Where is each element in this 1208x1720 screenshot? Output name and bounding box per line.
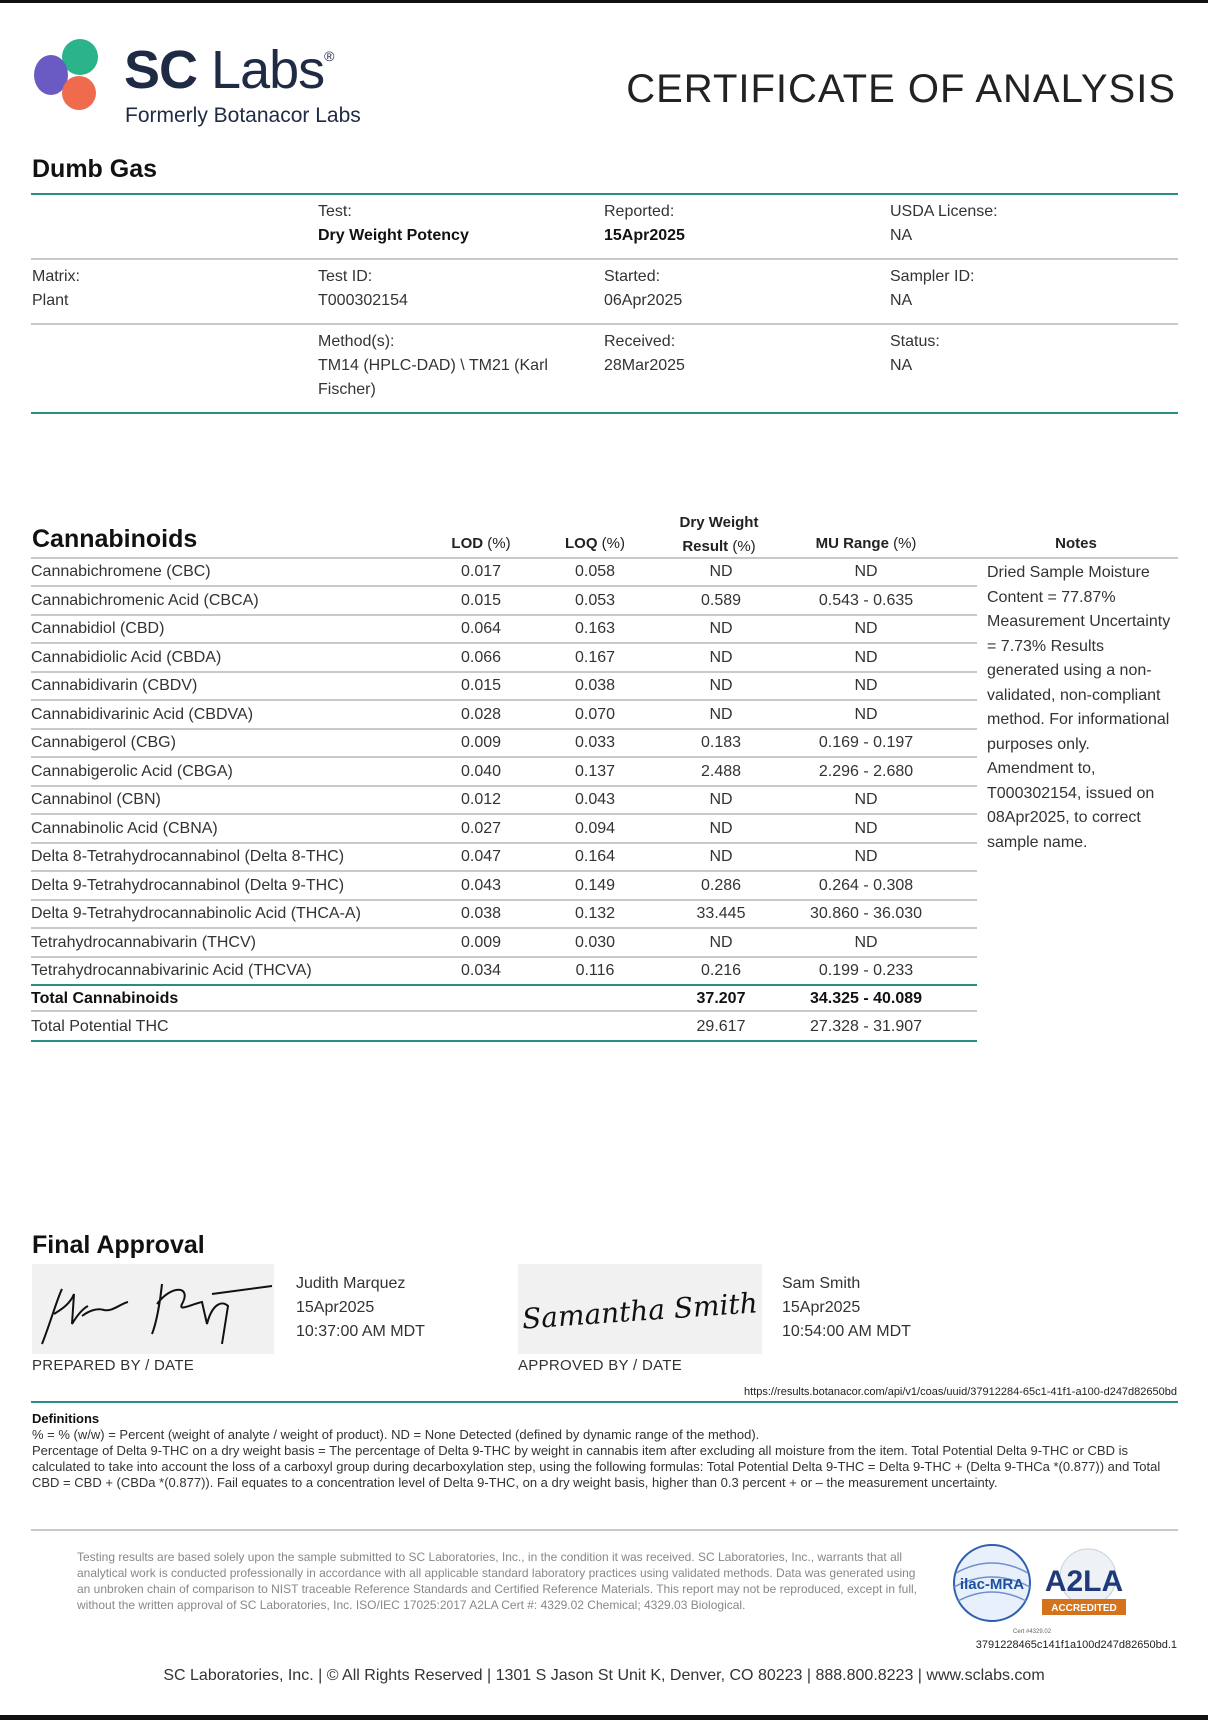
definitions-line: % = % (w/w) = Percent (weight of analyte / weight of product). ND = None Detected (defined by dynamic range of the method).	[32, 1427, 760, 1442]
row-mu: 34.325 - 40.089	[809, 990, 923, 1007]
final-approval-title: Final Approval	[32, 1231, 205, 1259]
row-name: Delta 8-Tetrahydrocannabinol (Delta 8-THC)	[31, 848, 345, 865]
approved-date: 15Apr2025	[782, 1299, 861, 1316]
divider	[31, 412, 1178, 414]
cannabinoid-row	[31, 873, 977, 901]
row-result: ND	[709, 620, 733, 637]
prepared-time: 10:37:00 AM MDT	[296, 1323, 425, 1340]
row-lod: 0.040	[460, 762, 502, 780]
row-lod: 0.012	[460, 791, 502, 808]
row-loq: 0.149	[574, 876, 616, 894]
info-status: Status: NA	[890, 333, 940, 374]
row-loq: 0.116	[575, 962, 615, 979]
svg-text:ACCREDITED: ACCREDITED	[1051, 1603, 1117, 1614]
document-title: CERTIFICATE OF ANALYSIS	[626, 67, 1176, 111]
divider	[31, 1401, 1178, 1403]
row-name: Cannabigerol (CBG)	[31, 734, 176, 751]
row-loq: 0.053	[574, 591, 616, 609]
cannabinoid-row	[31, 645, 977, 673]
prepared-signature	[32, 1264, 274, 1354]
row-lod: 0.038	[460, 905, 502, 922]
row-result: 0.286	[700, 876, 742, 894]
cannabinoid-row	[31, 702, 977, 730]
bottom-bar	[0, 1715, 1208, 1720]
info-matrix: Matrix: Plant	[32, 268, 80, 309]
approved-caption: APPROVED BY / DATE	[518, 1357, 683, 1374]
cannabinoid-row	[31, 559, 977, 587]
row-lod: 0.017	[460, 563, 502, 580]
row-name: Total Cannabinoids	[31, 990, 179, 1007]
header-loq: LOQ (%)	[565, 535, 625, 552]
total-cannabinoids-row	[31, 984, 977, 1012]
divider	[31, 258, 1178, 260]
info-test: Test: Dry Weight Potency	[318, 203, 469, 244]
row-mu: 30.860 - 36.030	[809, 905, 923, 922]
disclaimer-text: Testing results are based solely upon the sample submitted to SC Laboratories, Inc., in the condition it was received. SC Laboratories, Inc., warrants that all analytical work is conducted professionally in accordance with all applicable standard laboratory practices using validated methods. Data was generated using an unbroken chain of comparison to NIST traceable Reference Standards and Certified Reference Materials. This report may not be reproduced, except in full, without the written approval of SC Laboratories, Inc. ISO/IEC 17025:2017 A2LA Cert #: 4329.02 Chemical; 4329.03 Biological.	[77, 1550, 918, 1612]
row-mu: ND	[854, 620, 878, 637]
row-loq: 0.043	[574, 791, 616, 808]
row-lod: 0.064	[460, 620, 502, 637]
signature-icon	[32, 1264, 274, 1354]
row-lod: 0.015	[460, 677, 502, 694]
row-result: 2.488	[700, 762, 742, 780]
divider	[31, 1529, 1178, 1531]
row-name: Cannabinol (CBN)	[31, 791, 161, 808]
svg-text:A2LA: A2LA	[1044, 1565, 1124, 1598]
cannabinoid-row	[31, 673, 977, 701]
cannabinoid-row	[31, 901, 977, 929]
cannabinoid-row	[31, 844, 977, 872]
row-loq: 0.167	[574, 648, 616, 666]
row-loq: 0.132	[574, 905, 616, 922]
cannabinoid-row	[31, 759, 977, 787]
cannabinoid-row	[31, 616, 977, 644]
row-result: ND	[709, 648, 733, 666]
row-lod: 0.027	[460, 819, 502, 837]
cannabinoid-row	[31, 816, 977, 844]
row-mu: ND	[854, 819, 878, 837]
cannabinoid-row	[31, 787, 977, 815]
results-url[interactable]: https://results.botanacor.com/api/v1/coas/uuid/37912284-65c1-41f1-a100-d247d82650bd	[744, 1386, 1177, 1398]
sample-name: Dumb Gas	[32, 155, 158, 183]
row-mu: 0.264 - 0.308	[818, 876, 914, 894]
total-potential-thc-row	[31, 1014, 977, 1042]
row-lod: 0.047	[460, 848, 502, 865]
prepared-name: Judith Marquez	[296, 1275, 406, 1292]
info-reported: Reported: 15Apr2025	[604, 203, 685, 244]
report-hash: 3791228465c141f1a100d247d82650bd.1	[975, 1639, 1177, 1651]
sc-labs-logo-icon	[32, 37, 112, 115]
row-loq: 0.163	[574, 620, 616, 637]
row-loq: 0.030	[574, 933, 616, 951]
header-mu-range: MU Range (%)	[815, 535, 917, 552]
row-result: 0.589	[700, 591, 742, 609]
notes-text: Dried Sample Moisture Content = 77.87% Measurement Uncertainty = 7.73% Results generated using a non-validated, non-compliant method. For informational purposes only. Amendment to, T000302154, issued on 08Apr2025, to correct sample name.	[987, 564, 1171, 851]
row-lod: 0.028	[460, 705, 502, 723]
info-usda-license: USDA License: NA	[890, 203, 998, 244]
row-lod: 0.009	[460, 933, 502, 951]
definitions-title: Definitions	[32, 1411, 100, 1426]
signature-icon	[518, 1264, 762, 1354]
row-name: Cannabidivarinic Acid (CBDVA)	[31, 705, 254, 723]
cannabinoids-title: Cannabinoids	[32, 525, 198, 553]
ilac-mra-badge-icon	[950, 1543, 1034, 1623]
row-mu: 0.169 - 0.197	[818, 734, 914, 751]
row-name: Cannabigerolic Acid (CBGA)	[31, 762, 233, 780]
row-result: 29.617	[696, 1018, 746, 1035]
cannabinoid-row	[31, 930, 977, 958]
prepared-date: 15Apr2025	[296, 1299, 375, 1316]
row-result: 37.207	[696, 990, 746, 1007]
row-result: ND	[709, 705, 733, 723]
logo-wordmark: SC Labs®	[124, 40, 334, 100]
row-result: 0.216	[700, 962, 742, 979]
row-loq: 0.164	[574, 848, 616, 865]
footer-text: SC Laboratories, Inc. | © All Rights Reserved | 1301 S Jason St Unit K, Denver, CO 80223 | 888.800.8223 | www.sclabs.com	[163, 1667, 1045, 1684]
definitions-paragraph: Percentage of Delta 9-THC on a dry weight basis = The percentage of Delta 9-THC by weight in cannabis item after excluding all moisture from the item. Total Potential Delta 9-THC or CBD is calculated to take into account the loss of a carboxyl group during decarboxylation step, using the following formulas: Total Potential Delta 9-THC = Delta 9-THC + (Delta 9-THCa *(0.877)) and Total CBD = CBD + (CBDa *(0.877)). Fail equates to a concentration level of Delta 9-THC, on a dry weight basis, higher than 0.3 percent + or – the measurement uncertainty.	[32, 1443, 1161, 1490]
row-result: 33.445	[696, 905, 746, 922]
row-mu: ND	[854, 848, 878, 865]
row-lod: 0.043	[460, 876, 502, 894]
row-mu: ND	[854, 705, 878, 723]
info-received: Received: 28Mar2025	[604, 333, 685, 374]
row-result: ND	[709, 819, 733, 837]
cannabinoid-row	[31, 588, 977, 616]
row-lod: 0.034	[460, 962, 502, 979]
cannabinoid-row	[31, 958, 977, 986]
prepared-caption: PREPARED BY / DATE	[32, 1357, 195, 1374]
row-lod: 0.009	[460, 734, 502, 751]
row-name: Tetrahydrocannabivarinic Acid (THCVA)	[31, 962, 312, 979]
row-name: Delta 9-Tetrahydrocannabinolic Acid (THCA-A)	[31, 905, 361, 922]
header-notes: Notes	[1055, 535, 1097, 552]
info-test-id: Test ID: T000302154	[318, 268, 408, 309]
definitions-text	[32, 1427, 1180, 1491]
row-lod: 0.015	[460, 591, 502, 609]
logo-subtitle: Formerly Botanacor Labs	[125, 104, 361, 127]
row-name: Cannabidivarin (CBDV)	[31, 677, 198, 694]
cert-number: Cert #4329.02	[1013, 1629, 1052, 1635]
row-mu: ND	[854, 791, 878, 808]
info-methods: Method(s): TM14 (HPLC-DAD) \ TM21 (Karl Fischer)	[318, 333, 548, 398]
approved-time: 10:54:00 AM MDT	[782, 1323, 911, 1340]
row-name: Delta 9-Tetrahydrocannabinol (Delta 9-THC)	[31, 876, 345, 894]
cannabinoid-row	[31, 730, 977, 758]
row-result: ND	[709, 933, 733, 951]
row-mu: 0.199 - 0.233	[818, 962, 914, 979]
approved-name: Sam Smith	[782, 1275, 861, 1292]
info-started: Started: 06Apr2025	[604, 268, 683, 309]
approved-meta	[782, 1272, 911, 1344]
prepared-meta	[296, 1272, 425, 1344]
header-lod: LOD (%)	[451, 535, 511, 552]
row-mu: 0.543 - 0.635	[818, 591, 914, 609]
row-name: Total Potential THC	[31, 1018, 169, 1035]
row-mu: ND	[854, 648, 878, 666]
row-result: 0.183	[700, 734, 742, 751]
svg-text:Samantha Smith: Samantha Smith	[520, 1286, 759, 1336]
row-mu: 27.328 - 31.907	[809, 1018, 923, 1035]
divider	[31, 193, 1178, 195]
row-loq: 0.137	[574, 762, 616, 780]
row-name: Cannabinolic Acid (CBNA)	[31, 819, 218, 837]
row-name: Tetrahydrocannabivarin (THCV)	[31, 933, 256, 951]
row-name: Cannabichromenic Acid (CBCA)	[31, 591, 259, 609]
row-loq: 0.058	[574, 563, 616, 580]
row-result: ND	[709, 848, 733, 865]
row-mu: 2.296 - 2.680	[818, 762, 914, 780]
row-loq: 0.038	[574, 677, 616, 694]
row-name: Cannabichromene (CBC)	[31, 563, 211, 580]
svg-text:ilac-MRA: ilac-MRA	[959, 1576, 1025, 1593]
row-loq: 0.094	[574, 819, 616, 837]
divider	[31, 323, 1178, 325]
header-result: Dry Weight Result (%)	[679, 514, 759, 555]
row-result: ND	[709, 791, 733, 808]
row-result: ND	[709, 563, 733, 580]
row-mu: ND	[854, 563, 878, 580]
row-name: Cannabidiolic Acid (CBDA)	[31, 648, 222, 666]
row-loq: 0.070	[574, 705, 616, 723]
row-lod: 0.066	[460, 648, 502, 666]
row-mu: ND	[854, 933, 878, 951]
row-result: ND	[709, 677, 733, 694]
row-mu: ND	[854, 677, 878, 694]
info-sampler-id: Sampler ID: NA	[890, 268, 975, 309]
row-loq: 0.033	[574, 734, 616, 751]
row-name: Cannabidiol (CBD)	[31, 620, 165, 637]
approved-signature	[518, 1264, 762, 1354]
a2la-accredited-badge-icon	[1038, 1547, 1130, 1619]
